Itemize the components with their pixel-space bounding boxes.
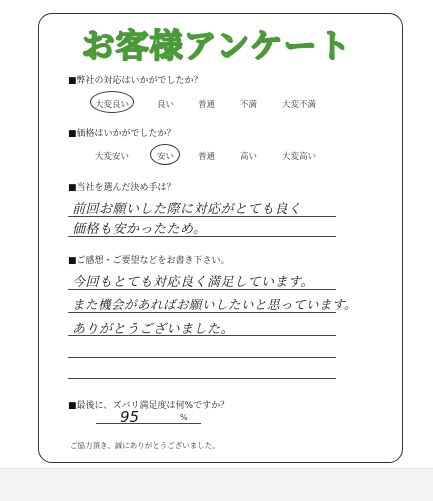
- q2-option-5[interactable]: 大変高い: [282, 152, 317, 162]
- question-1: [68, 73, 203, 86]
- q2-selected-circle: [150, 144, 180, 165]
- bottom-strip: [0, 468, 433, 501]
- question-5-text: 最後に、ズバリ満足度は何%ですか？: [76, 401, 230, 411]
- question-4-text: ご感想・ご要望などをお書き下さい。: [76, 256, 230, 266]
- question-3-text: 当社を選んだ決め手は？: [76, 183, 176, 193]
- q1-option-5[interactable]: 大変不満: [282, 100, 317, 110]
- answer-rule: [68, 216, 336, 217]
- q1-selected-circle: [90, 91, 134, 113]
- q4-answer-line-1: 今回もとても対応良く満足しています。: [72, 275, 314, 290]
- question-marker: ■: [68, 256, 77, 266]
- answer-rule: [68, 357, 336, 358]
- q4-answer-line-2: また機会があればお願いしたいと思っています。: [72, 297, 358, 312]
- question-marker: ■: [68, 401, 77, 411]
- question-4: [68, 253, 230, 266]
- survey-title: お客様アンケート: [81, 26, 352, 65]
- q2-option-2[interactable]: 安い: [157, 152, 175, 162]
- satisfaction-value: 95: [120, 408, 140, 426]
- satisfaction-rule: [96, 423, 201, 424]
- answer-rule: [68, 312, 336, 313]
- q4-answer-line-3: ありがとうございました。: [72, 322, 235, 337]
- question-2-text: 価格はいかがでしたか？: [76, 129, 176, 139]
- thanks-message: ご協力頂き、誠にありがとうございました。: [70, 441, 220, 450]
- question-marker: ■: [68, 76, 77, 86]
- satisfaction-unit: %: [180, 413, 188, 422]
- answer-rule: [68, 236, 336, 237]
- q1-option-1[interactable]: 大変良い: [95, 100, 130, 110]
- answer-rule: [68, 378, 336, 379]
- q2-option-3[interactable]: 普通: [198, 152, 216, 162]
- q3-answer-line-2: 価格も安かったため。: [72, 222, 207, 237]
- q1-option-3[interactable]: 普通: [198, 100, 216, 110]
- question-marker: ■: [68, 183, 77, 193]
- answer-rule: [68, 335, 336, 336]
- q3-answer-line-1: 前回お願いした際に対応がとても良く: [72, 202, 302, 217]
- question-2: [68, 126, 176, 139]
- question-1-text: 弊社の対応はいかがでしたか？: [76, 76, 203, 86]
- answer-rule: [68, 289, 336, 290]
- q2-option-1[interactable]: 大変安い: [95, 152, 130, 162]
- q2-option-4[interactable]: 高い: [240, 152, 258, 162]
- q1-option-4[interactable]: 不満: [240, 100, 258, 110]
- question-5: [68, 398, 229, 411]
- q1-option-2[interactable]: 良い: [157, 100, 175, 110]
- question-marker: ■: [68, 129, 77, 139]
- question-3: [68, 180, 176, 193]
